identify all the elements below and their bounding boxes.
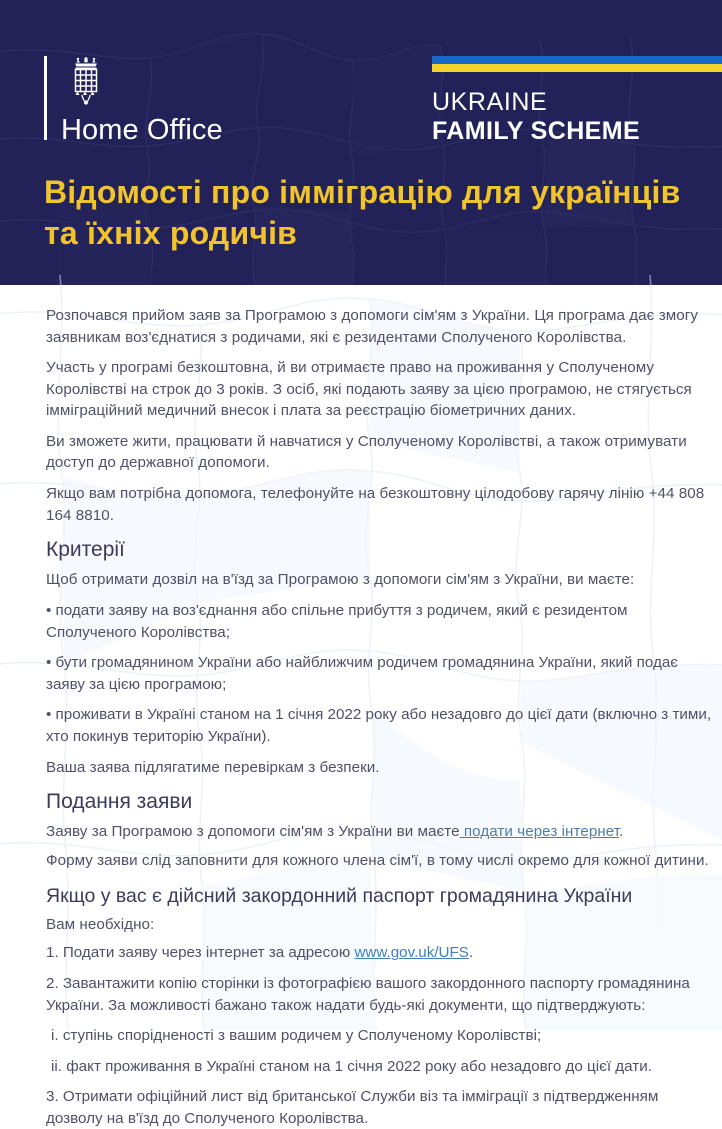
intro-paragraph-2: Участь у програмі безкоштовна, й ви отримаєте право на проживання у Сполученому Королівстві на строк до 3 років. З осіб, які подають заяву за цією програмою, не стягується імміграційний медичний внесок і плата за реєстрацію біометричних даних. bbox=[46, 359, 692, 420]
ukraine-flag-bar-icon bbox=[432, 56, 722, 72]
intro-paragraph-1: Розпочався прийом заяв за Програмою з допомоги сім'ям з України. Ця програма дає змогу заявникам воз'єднатися з родичами, які є резидентами Сполученого Королівства. bbox=[46, 307, 698, 346]
passport-step-1-text: 1. Подати заяву через інтернет за адресою bbox=[46, 944, 355, 962]
passport-substep-i: i. ступінь спорідненості з вашим родичем у Сполученому Королівстві; bbox=[51, 1027, 542, 1045]
application-online-suffix: . bbox=[619, 823, 624, 841]
document-body bbox=[0, 285, 722, 1127]
ukraine-family-scheme-brand bbox=[432, 56, 722, 146]
passport-lead: Вам необхідно: bbox=[46, 915, 155, 933]
criteria-bullet-3: • проживати в Україні станом на 1 січня 2022 року або незадовго до цієї дати (включно з тими, хто покинув територію України). bbox=[46, 706, 712, 745]
passport-step-1 bbox=[46, 942, 716, 964]
application-form-note: Форму заяви слід заповнити для кожного члена сім'ї, в тому числі окремо для кожної дитини. bbox=[46, 851, 709, 869]
scheme-title-line1: UKRAINE bbox=[432, 88, 548, 116]
royal-crest-portcullis-icon bbox=[63, 56, 109, 106]
brand-divider-rule bbox=[44, 56, 47, 140]
body-content bbox=[0, 285, 722, 1129]
home-office-brand bbox=[44, 56, 223, 145]
passport-heading: Якщо у вас є дійсний закордонний паспорт громадянина України bbox=[46, 885, 633, 908]
passport-step-2: 2. Завантажити копію сторінки із фотографією вашого закордонного паспорту громадянина України. За можливості бажано також надати будь-які документи, що підтверджують: bbox=[46, 975, 690, 1014]
passport-step-3: 3. Отримати офіційний лист від британської Служби віз та імміграції з підтвердженням дозволу на в'їзд до Сполученого Королівства. bbox=[46, 1088, 659, 1127]
application-online-text: Заяву за Програмою з допомоги сім'ям з України ви маєте bbox=[46, 823, 460, 841]
application-online-line bbox=[46, 821, 716, 843]
criteria-bullet-1: • подати заяву на воз'єднання або спільне прибуття з родичем, який є резидентом Сполученого Королівства; bbox=[46, 602, 628, 641]
passport-step-1-suffix: . bbox=[468, 944, 474, 962]
intro-paragraph-3: Ви зможете жити, працювати й навчатися у Сполученому Королівстві, а також отримувати доступ до державної допомоги. bbox=[46, 432, 687, 472]
passport-substep-ii: ii. факт проживання в Україні станом на 1 січня 2022 року або незадовго до цієї дати. bbox=[51, 1057, 652, 1075]
apply-online-link[interactable]: подати через інтернет bbox=[459, 823, 620, 841]
page-title: Відомості про імміграцію для українців та їхніх родичів bbox=[44, 174, 681, 251]
criteria-security-note: Ваша заява підлягатиме перевіркам з безпеки. bbox=[46, 758, 380, 776]
helpline-paragraph: Якщо вам потрібна допомога, телефонуйте на безкоштовну цілодобову гарячу лінію +44 808 164 8810. bbox=[46, 485, 705, 524]
scheme-title-line2: FAMILY SCHEME bbox=[432, 116, 641, 145]
criteria-heading: Критерії bbox=[46, 538, 125, 562]
criteria-bullet-2: • бути громадянином України або найближчим родичем громадянина України, який подає заяву за цією програмою; bbox=[46, 654, 679, 693]
home-office-wordmark: Home Office bbox=[61, 114, 223, 146]
document-header bbox=[0, 0, 722, 285]
gov-uk-ufs-link[interactable]: www.gov.uk/UFS bbox=[354, 944, 469, 962]
flag-blue-band bbox=[432, 56, 722, 64]
flag-yellow-band bbox=[432, 64, 722, 72]
criteria-lead: Щоб отримати дозвіл на в'їзд за Програмою з допомоги сім'ям з України, ви маєте: bbox=[46, 571, 635, 589]
application-heading: Подання заяви bbox=[46, 790, 193, 814]
